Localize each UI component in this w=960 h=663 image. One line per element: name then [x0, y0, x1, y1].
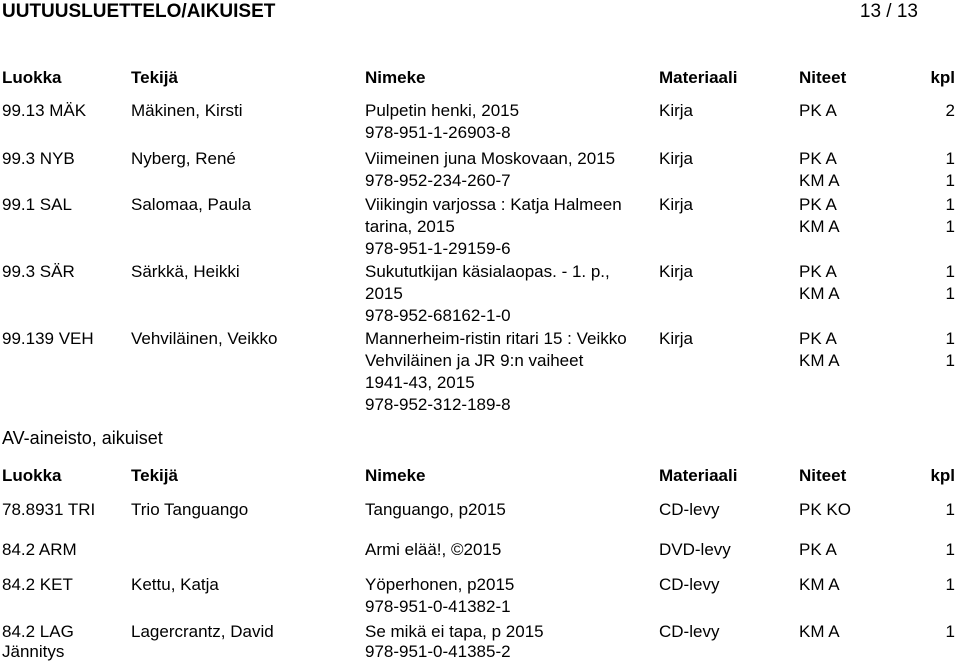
kpl: 2	[945, 101, 955, 120]
header-kpl: kpl	[930, 68, 955, 87]
tekija: Trio Tanguango	[131, 500, 249, 519]
page-number: 13 / 13	[859, 1, 918, 22]
kpl: 1	[945, 540, 955, 559]
luokka-genre: Jännitys	[2, 642, 65, 661]
tekija: Nyberg, René	[131, 149, 236, 168]
kpl: 1	[945, 284, 955, 303]
kpl: 1	[945, 351, 955, 370]
nimeke-cont: tarina, 2015	[365, 217, 455, 236]
kpl: 1	[945, 171, 955, 190]
kpl: 1	[945, 217, 955, 236]
luokka: 99.1 SAL	[2, 195, 72, 214]
header-tekija: Tekijä	[131, 466, 178, 485]
kpl: 1	[945, 622, 955, 641]
tekija: Vehviläinen, Veikko	[131, 329, 278, 348]
nimeke-cont: 2015	[365, 284, 403, 303]
tekija: Mäkinen, Kirsti	[131, 101, 243, 120]
luokka: 84.2 ARM	[2, 540, 77, 559]
header-nimeke: Nimeke	[365, 466, 426, 485]
materiaali: CD-levy	[659, 575, 720, 594]
kpl: 1	[945, 329, 955, 348]
isbn: 978-952-234-260-7	[365, 171, 511, 190]
kpl: 1	[945, 195, 955, 214]
header-materiaali: Materiaali	[659, 466, 738, 485]
isbn: 978-952-312-189-8	[365, 395, 511, 414]
header-kpl: kpl	[930, 466, 955, 485]
luokka: 84.2 KET	[2, 575, 73, 594]
kpl: 1	[945, 500, 955, 519]
luokka: 84.2 LAG	[2, 622, 74, 641]
nimeke: Mannerheim-ristin ritari 15 : Veikko	[365, 329, 627, 348]
materiaali: Kirja	[659, 149, 694, 168]
nimeke: Tanguango, p2015	[365, 500, 506, 519]
header-materiaali: Materiaali	[659, 68, 738, 87]
materiaali: CD-levy	[659, 500, 720, 519]
tekija: Särkkä, Heikki	[131, 262, 240, 281]
section-title-av: AV-aineisto, aikuiset	[2, 428, 163, 448]
header-niteet: Niteet	[799, 466, 847, 485]
nimeke: Sukututkijan käsialaopas. - 1. p.,	[365, 262, 610, 281]
niteet-location: KM A	[799, 575, 840, 594]
kpl: 1	[945, 575, 955, 594]
niteet-location: PK A	[799, 101, 837, 120]
nimeke: Yöperhonen, p2015	[365, 575, 515, 594]
nimeke: Viimeinen juna Moskovaan, 2015	[365, 149, 616, 168]
header-luokka: Luokka	[2, 68, 62, 87]
isbn: 978-951-1-29159-6	[365, 239, 511, 258]
kpl: 1	[945, 262, 955, 281]
luokka: 99.13 MÄK	[2, 101, 87, 120]
isbn: 978-952-68162-1-0	[365, 306, 511, 325]
niteet-location: PK A	[799, 329, 837, 348]
luokka: 99.139 VEH	[2, 329, 94, 348]
kpl: 1	[945, 149, 955, 168]
tekija: Lagercrantz, David	[131, 622, 274, 641]
materiaali: DVD-levy	[659, 540, 731, 559]
header-niteet: Niteet	[799, 68, 847, 87]
tekija: Kettu, Katja	[131, 575, 219, 594]
materiaali: Kirja	[659, 195, 694, 214]
header-luokka: Luokka	[2, 466, 62, 485]
niteet-location: KM A	[799, 171, 840, 190]
luokka: 78.8931 TRI	[2, 500, 96, 519]
nimeke: Armi elää!, ©2015	[365, 540, 502, 559]
nimeke: Pulpetin henki, 2015	[365, 101, 520, 120]
materiaali: Kirja	[659, 101, 694, 120]
isbn: 978-951-0-41385-2	[365, 642, 511, 661]
niteet-location: KM A	[799, 622, 840, 641]
page-title: UUTUUSLUETTELO/AIKUISET	[2, 1, 276, 22]
nimeke: Se mikä ei tapa, p 2015	[365, 622, 544, 641]
niteet-location: PK A	[799, 195, 837, 214]
nimeke-cont: Vehviläinen ja JR 9:n vaiheet	[365, 351, 584, 370]
niteet-location: KM A	[799, 217, 840, 236]
nimeke: Viikingin varjossa : Katja Halmeen	[365, 195, 622, 214]
niteet-location: PK A	[799, 149, 837, 168]
niteet-location: PK KO	[799, 500, 851, 519]
materiaali: CD-levy	[659, 622, 720, 641]
materiaali: Kirja	[659, 329, 694, 348]
nimeke-cont: 1941-43, 2015	[365, 373, 475, 392]
isbn: 978-951-1-26903-8	[365, 123, 511, 142]
niteet-location: PK A	[799, 540, 837, 559]
isbn: 978-951-0-41382-1	[365, 597, 511, 616]
niteet-location: PK A	[799, 262, 837, 281]
luokka: 99.3 NYB	[2, 149, 75, 168]
header-tekija: Tekijä	[131, 68, 178, 87]
niteet-location: KM A	[799, 351, 840, 370]
tekija: Salomaa, Paula	[131, 195, 252, 214]
luokka: 99.3 SÄR	[2, 262, 75, 281]
materiaali: Kirja	[659, 262, 694, 281]
header-nimeke: Nimeke	[365, 68, 426, 87]
niteet-location: KM A	[799, 284, 840, 303]
